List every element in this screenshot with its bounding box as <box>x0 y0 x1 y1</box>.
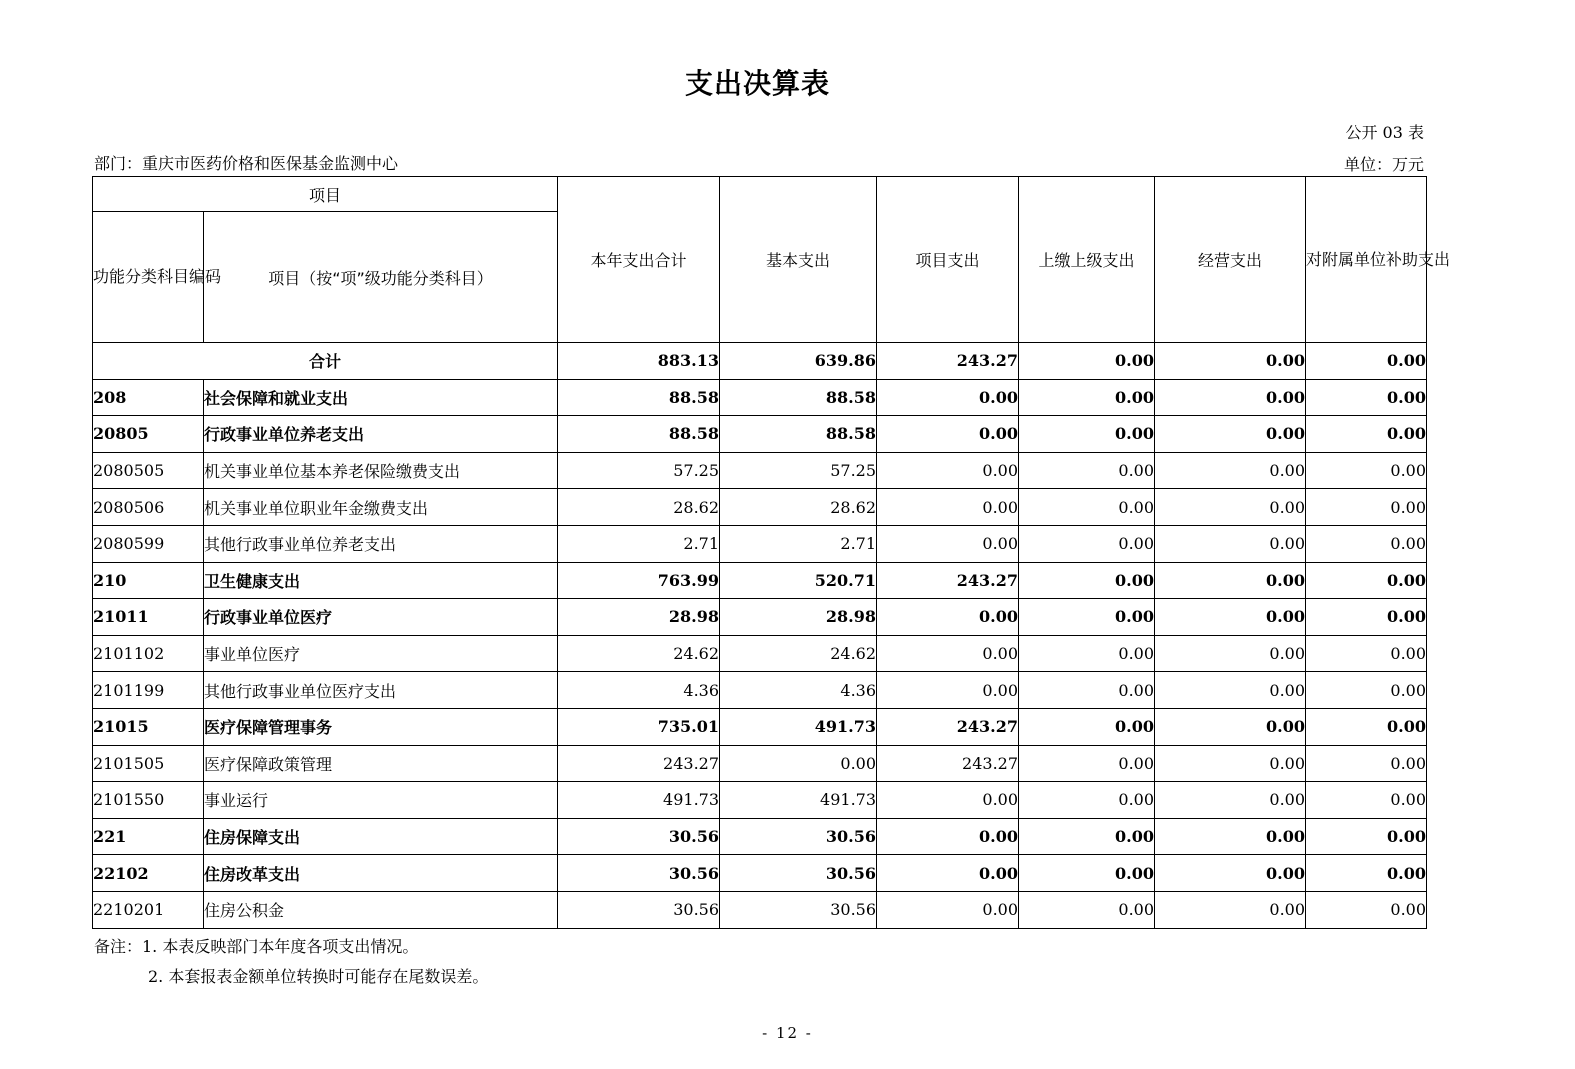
table-row <box>93 635 1427 672</box>
project-cell: 0.00 <box>877 891 1019 928</box>
subsidy-cell: 0.00 <box>1306 891 1427 928</box>
project-cell: 0.00 <box>877 635 1019 672</box>
total-cell: 28.62 <box>558 489 720 526</box>
upper-cell: 0.00 <box>1019 672 1155 709</box>
code-cell: 2080599 <box>93 525 204 562</box>
table-row <box>93 452 1427 489</box>
code-cell: 2101505 <box>93 745 204 782</box>
upper-cell: 0.00 <box>1019 489 1155 526</box>
total-cell: 735.01 <box>558 708 720 745</box>
upper-cell: 0.00 <box>1019 891 1155 928</box>
business-cell: 0.00 <box>1155 745 1306 782</box>
page-number: - 12 - <box>762 1024 813 1042</box>
business-cell: 0.00 <box>1155 782 1306 819</box>
table-row <box>93 525 1427 562</box>
business-cell: 0.00 <box>1155 672 1306 709</box>
upper-cell: 0.00 <box>1019 635 1155 672</box>
business-cell: 0.00 <box>1155 452 1306 489</box>
name-cell: 社会保障和就业支出 <box>204 379 558 416</box>
business-cell: 0.00 <box>1155 416 1306 453</box>
subsidy-cell: 0.00 <box>1306 782 1427 819</box>
upper-cell: 0.00 <box>1019 782 1155 819</box>
expenditure-table <box>92 176 1451 929</box>
code-cell: 2101102 <box>93 635 204 672</box>
table-row <box>93 818 1427 855</box>
name-cell: 行政事业单位医疗 <box>204 599 558 636</box>
header-name: 项目（按“项”级功能分类科目） <box>204 212 558 343</box>
name-cell: 其他行政事业单位养老支出 <box>204 525 558 562</box>
project-cell: 0.00 <box>877 379 1019 416</box>
name-cell: 机关事业单位基本养老保险缴费支出 <box>204 452 558 489</box>
total-cell: 30.56 <box>558 855 720 892</box>
name-cell: 行政事业单位养老支出 <box>204 416 558 453</box>
subsidy-cell: 0.00 <box>1306 855 1427 892</box>
total-row <box>93 343 1427 380</box>
name-cell: 事业单位医疗 <box>204 635 558 672</box>
upper-cell: 0.00 <box>1019 562 1155 599</box>
total-cell: 4.36 <box>558 672 720 709</box>
code-cell: 2210201 <box>93 891 204 928</box>
business-cell: 0.00 <box>1155 562 1306 599</box>
code-cell: 2080506 <box>93 489 204 526</box>
business-cell: 0.00 <box>1155 525 1306 562</box>
code-cell: 208 <box>93 379 204 416</box>
project-cell: 0.00 <box>877 416 1019 453</box>
business-cell: 0.00 <box>1155 635 1306 672</box>
name-cell: 住房公积金 <box>204 891 558 928</box>
form-number: 公开 03 表 <box>1345 123 1424 142</box>
subsidy-cell: 0.00 <box>1306 562 1427 599</box>
project-cell: 0.00 <box>877 672 1019 709</box>
upper-cell: 0.00 <box>1019 416 1155 453</box>
subsidy-cell: 0.00 <box>1306 525 1427 562</box>
unit-label: 单位：万元 <box>1343 155 1424 174</box>
table-row <box>93 708 1427 745</box>
total-label: 合计 <box>93 343 558 380</box>
business-cell: 0.00 <box>1155 343 1306 380</box>
subsidy-cell: 0.00 <box>1306 416 1427 453</box>
project-cell: 243.27 <box>877 745 1019 782</box>
total-cell: 30.56 <box>558 891 720 928</box>
project-cell: 0.00 <box>877 818 1019 855</box>
total-cell: 24.62 <box>558 635 720 672</box>
basic-cell: 491.73 <box>720 782 877 819</box>
total-cell: 28.98 <box>558 599 720 636</box>
notes <box>94 932 488 992</box>
name-cell: 医疗保障管理事务 <box>204 708 558 745</box>
subsidy-cell: 0.00 <box>1306 599 1427 636</box>
table-row <box>93 891 1427 928</box>
table-row <box>93 855 1427 892</box>
upper-cell: 0.00 <box>1019 818 1155 855</box>
code-cell: 20805 <box>93 416 204 453</box>
subsidy-cell: 0.00 <box>1306 672 1427 709</box>
upper-cell: 0.00 <box>1019 525 1155 562</box>
subsidy-cell: 0.00 <box>1306 452 1427 489</box>
name-cell: 医疗保障政策管理 <box>204 745 558 782</box>
table-row <box>93 489 1427 526</box>
total-cell: 88.58 <box>558 416 720 453</box>
note-2: 2. 本套报表金额单位转换时可能存在尾数误差。 <box>148 967 489 986</box>
subsidy-cell: 0.00 <box>1306 379 1427 416</box>
upper-cell: 0.00 <box>1019 343 1155 380</box>
project-cell: 0.00 <box>877 525 1019 562</box>
upper-cell: 0.00 <box>1019 745 1155 782</box>
header-subsidy: 对附属单位补助支出 <box>1306 177 1427 343</box>
table-row <box>93 562 1427 599</box>
name-cell: 住房改革支出 <box>204 855 558 892</box>
basic-cell: 30.56 <box>720 855 877 892</box>
basic-cell: 491.73 <box>720 708 877 745</box>
basic-cell: 2.71 <box>720 525 877 562</box>
business-cell: 0.00 <box>1155 489 1306 526</box>
project-cell: 243.27 <box>877 343 1019 380</box>
project-cell: 0.00 <box>877 782 1019 819</box>
basic-cell: 28.98 <box>720 599 877 636</box>
header-code: 功能分类科目编码 <box>93 212 204 343</box>
code-cell: 2080505 <box>93 452 204 489</box>
basic-cell: 30.56 <box>720 891 877 928</box>
subsidy-cell: 0.00 <box>1306 818 1427 855</box>
code-cell: 21011 <box>93 599 204 636</box>
business-cell: 0.00 <box>1155 379 1306 416</box>
total-cell: 57.25 <box>558 452 720 489</box>
basic-cell: 88.58 <box>720 379 877 416</box>
basic-cell: 639.86 <box>720 343 877 380</box>
table-row <box>93 379 1427 416</box>
project-cell: 243.27 <box>877 708 1019 745</box>
business-cell: 0.00 <box>1155 855 1306 892</box>
business-cell: 0.00 <box>1155 891 1306 928</box>
basic-cell: 57.25 <box>720 452 877 489</box>
upper-cell: 0.00 <box>1019 379 1155 416</box>
total-cell: 763.99 <box>558 562 720 599</box>
subsidy-cell: 0.00 <box>1306 708 1427 745</box>
total-cell: 30.56 <box>558 818 720 855</box>
table-row <box>93 416 1427 453</box>
code-cell: 2101550 <box>93 782 204 819</box>
table-row <box>93 599 1427 636</box>
basic-cell: 88.58 <box>720 416 877 453</box>
total-cell: 2.71 <box>558 525 720 562</box>
header-business: 经营支出 <box>1155 177 1306 343</box>
total-cell: 88.58 <box>558 379 720 416</box>
code-cell: 2101199 <box>93 672 204 709</box>
name-cell: 卫生健康支出 <box>204 562 558 599</box>
department-label: 部门：重庆市医药价格和医保基金监测中心 <box>94 154 399 173</box>
basic-cell: 520.71 <box>720 562 877 599</box>
subsidy-cell: 0.00 <box>1306 745 1427 782</box>
basic-cell: 0.00 <box>720 745 877 782</box>
project-cell: 243.27 <box>877 562 1019 599</box>
page-title: 支出决算表 <box>684 67 830 100</box>
subsidy-cell: 0.00 <box>1306 635 1427 672</box>
upper-cell: 0.00 <box>1019 452 1155 489</box>
business-cell: 0.00 <box>1155 818 1306 855</box>
name-cell: 其他行政事业单位医疗支出 <box>204 672 558 709</box>
code-cell: 221 <box>93 818 204 855</box>
basic-cell: 28.62 <box>720 489 877 526</box>
upper-cell: 0.00 <box>1019 855 1155 892</box>
code-cell: 22102 <box>93 855 204 892</box>
basic-cell: 30.56 <box>720 818 877 855</box>
header-project-expenditure: 项目支出 <box>877 177 1019 343</box>
total-cell: 883.13 <box>558 343 720 380</box>
header-total: 本年支出合计 <box>558 177 720 343</box>
subsidy-cell: 0.00 <box>1306 343 1427 380</box>
header-project: 项目 <box>93 177 558 212</box>
header-upper: 上缴上级支出 <box>1019 177 1155 343</box>
header-basic: 基本支出 <box>720 177 877 343</box>
upper-cell: 0.00 <box>1019 599 1155 636</box>
code-cell: 21015 <box>93 708 204 745</box>
name-cell: 住房保障支出 <box>204 818 558 855</box>
basic-cell: 24.62 <box>720 635 877 672</box>
total-cell: 243.27 <box>558 745 720 782</box>
basic-cell: 4.36 <box>720 672 877 709</box>
note-1: 备注：1. 本表反映部门本年度各项支出情况。 <box>94 937 419 956</box>
table-row <box>93 745 1427 782</box>
code-cell: 210 <box>93 562 204 599</box>
project-cell: 0.00 <box>877 599 1019 636</box>
business-cell: 0.00 <box>1155 599 1306 636</box>
project-cell: 0.00 <box>877 855 1019 892</box>
name-cell: 事业运行 <box>204 782 558 819</box>
project-cell: 0.00 <box>877 489 1019 526</box>
project-cell: 0.00 <box>877 452 1019 489</box>
table-row <box>93 672 1427 709</box>
business-cell: 0.00 <box>1155 708 1306 745</box>
total-cell: 491.73 <box>558 782 720 819</box>
subsidy-cell: 0.00 <box>1306 489 1427 526</box>
table-row <box>93 782 1427 819</box>
upper-cell: 0.00 <box>1019 708 1155 745</box>
name-cell: 机关事业单位职业年金缴费支出 <box>204 489 558 526</box>
